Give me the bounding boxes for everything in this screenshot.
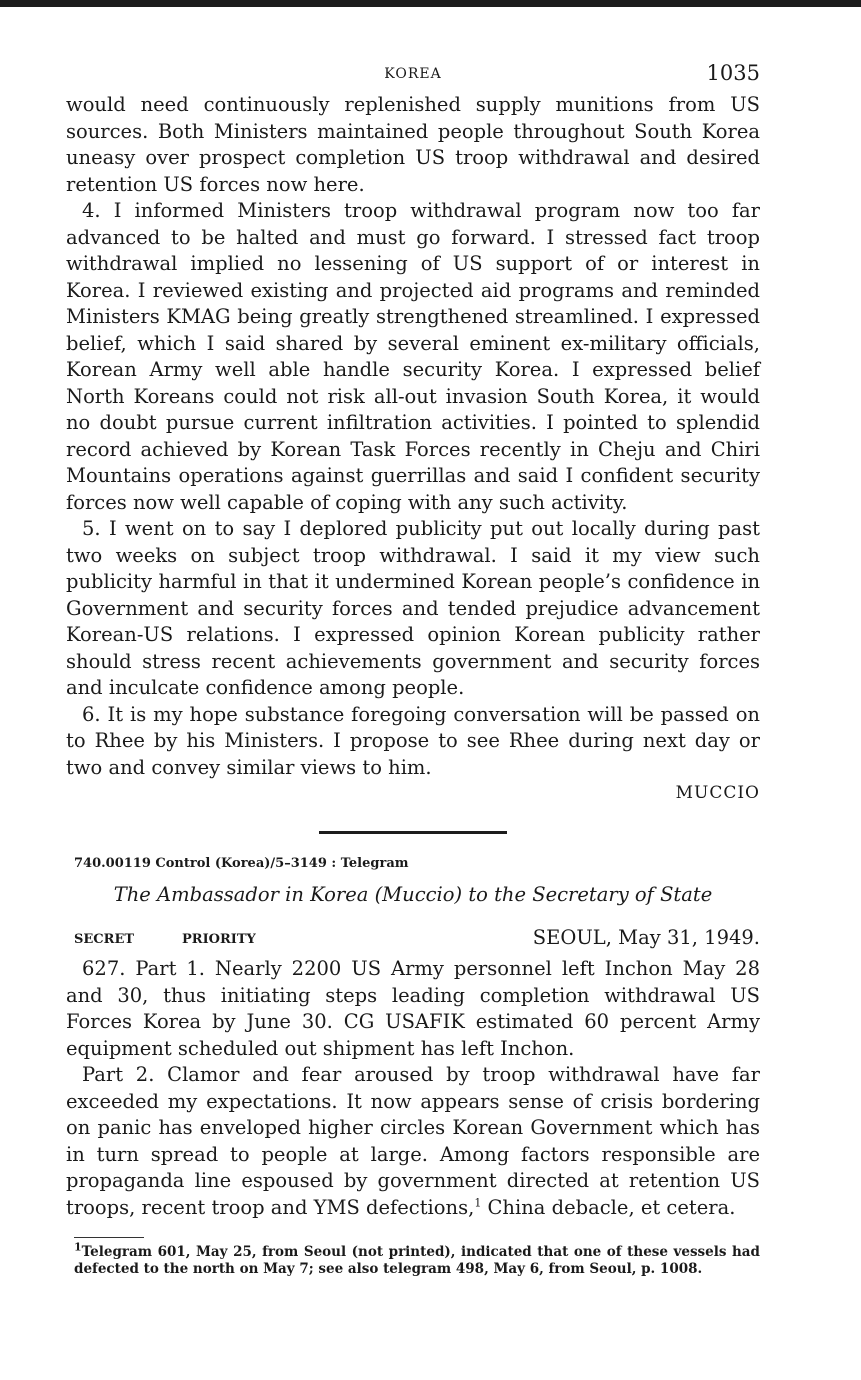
document-id: 740.00119 Control (Korea)/5–3149 : Telegram (74, 856, 409, 871)
paragraph-part-1: 627. Part 1. Nearly 2200 US Army personnel left Inchon May 28 and 30, thus initiating steps leading completion withdrawal US Forces Korea by June 30. CG USAFIK estimated 60 percent Army equipment scheduled out shipment has left Inchon. (66, 957, 760, 1060)
paragraph-4: 4. I informed Ministers troop withdrawal program now too far advanced to be halted and must go forward. I stressed fact troop withdrawal implied no lessening of US support of or interest in Korea. I reviewed existing and projected aid programs and reminded Ministers KMAG being greatly strengthened streamlined. I expressed belief, which I said shared by several eminent ex-military officials, Korean Army well able handle security Korea. I expressed belief North Koreans could not risk all-out invasion South Korea, it would no doubt pursue current infiltration activities. I pointed to splendid record achieved by Korean Task Forces recently in Cheju and Chiri Mountains operations against guerrillas and said I confident security forces now well capable of coping with any such activity. (66, 199, 760, 514)
body-bottom (66, 956, 760, 1221)
footnote (74, 1240, 760, 1278)
body-top (66, 92, 760, 781)
page-number: 1035 (706, 61, 760, 85)
footnote-marker: 1 (74, 1240, 82, 1254)
document-page (66, 58, 760, 1278)
running-head (66, 58, 760, 92)
date-place: SEOUL, May 31, 1949. (532, 926, 760, 949)
section-divider (319, 831, 507, 834)
paragraph-6: 6. It is my hope substance foregoing conversation will be passed on to Rhee by his Ministers. I propose to see Rhee during next day or two and convey similar views to him. (66, 702, 760, 779)
footnote-text: Telegram 601, May 25, from Seoul (not printed), indicated that one of these vessels had defected to the north on May 7; see also telegram 498, May 6, from Seoul, p. 1008. (74, 1244, 760, 1277)
document-heading: The Ambassador in Korea (Muccio) to the Secretary of State (113, 883, 713, 906)
footnote-ref[interactable]: 1 (474, 1196, 482, 1209)
priority-label: PRIORITY (182, 932, 256, 947)
paragraph-part-2-tail: China debacle, et cetera. (481, 1195, 736, 1219)
paragraph-continuation: would need continuously replenished supply munitions from US sources. Both Ministers maintained people throughout South Korea uneasy over prospect completion US troop withdrawal and desired retention US forces now here. (66, 93, 760, 196)
dateline (66, 926, 760, 956)
running-head-title: KOREA (384, 66, 442, 82)
classification-label: SECRET (74, 932, 135, 947)
footnote-rule (74, 1237, 144, 1238)
top-edge-rule (0, 0, 861, 7)
signature: MUCCIO (675, 783, 760, 803)
paragraph-part-2-text: Part 2. Clamor and fear aroused by troop withdrawal have far exceeded my expectations. It now appears sense of crisis bordering on panic has enveloped higher circles Korean Government which has in turn spread to people at large. Among factors responsible are propaganda line espoused by government directed at retention US troops, recent troop and YMS defections, (66, 1063, 760, 1219)
paragraph-5: 5. I went on to say I deplored publicity put out locally during past two weeks on subject troop withdrawal. I said it my view such publicity harmful in that it undermined Korean people’s confidence in Government and security forces and tended prejudice advancement Korean-US relations. I expressed opinion Korean publicity rather should stress recent achievements government and security forces and inculcate confidence among people. (66, 517, 760, 699)
paragraph-part-2 (66, 1062, 760, 1221)
